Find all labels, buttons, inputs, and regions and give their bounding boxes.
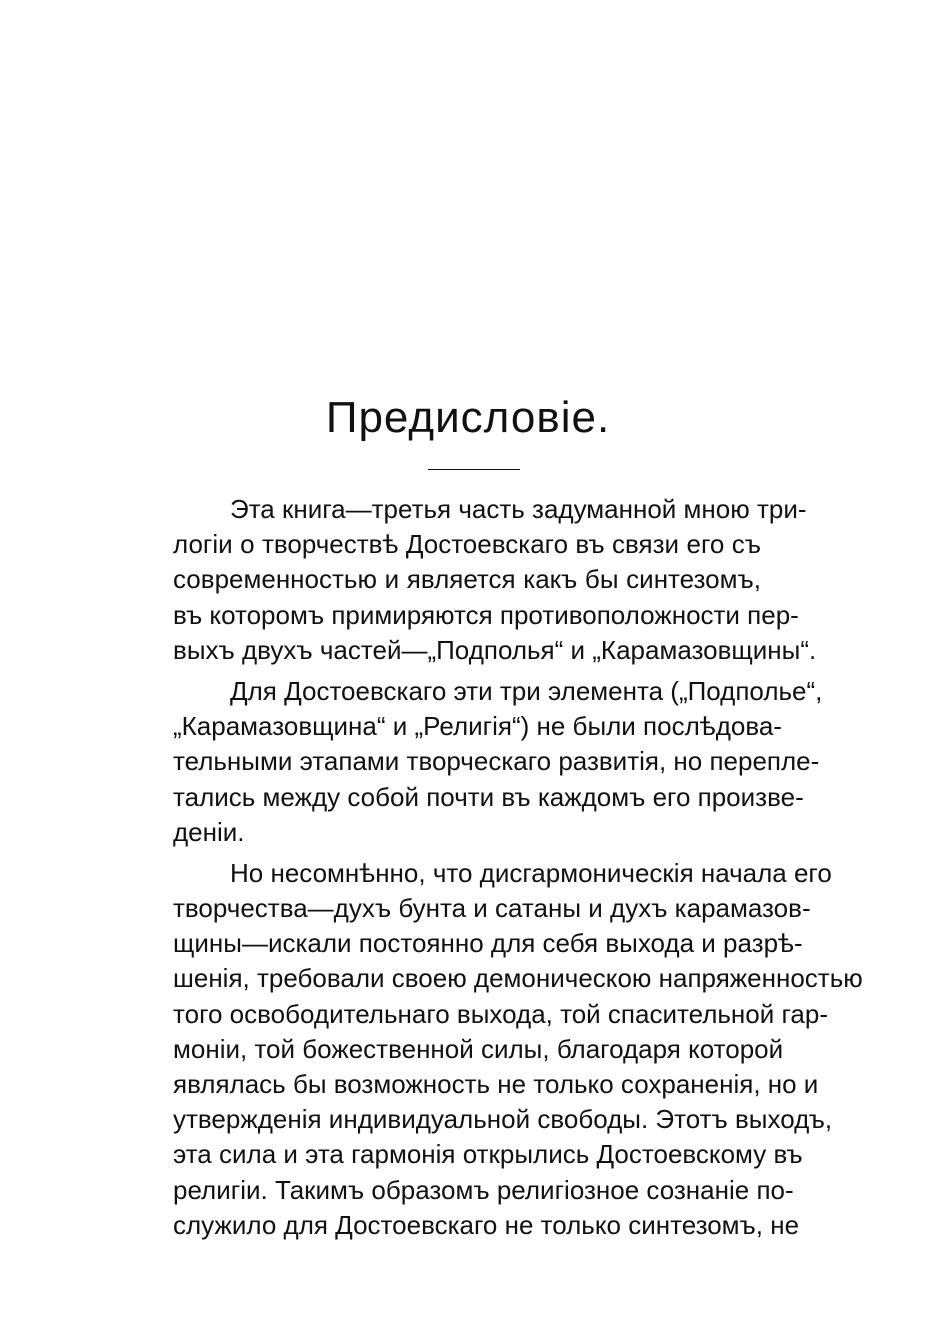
text-line: логіи о творчествѣ Достоевскаго въ связи его съ: [173, 529, 761, 560]
text-line: щины—искали постоянно для себя выхода и разрѣ-: [173, 928, 803, 959]
text-line: являлась бы возможность не только сохраненія, но и: [173, 1069, 819, 1099]
text-line: религіи. Такимъ образомъ религіозное сознаніе по-: [173, 1174, 794, 1205]
text-line: служило для Достоевскаго не только синтезомъ, не: [173, 1209, 800, 1240]
preface-body: [173, 492, 863, 1243]
text-line: тельными этапами творческаго развитія, но перепле-: [173, 746, 820, 777]
text-line: творчества—духъ бунта и сатаны и духъ карамазов-: [173, 893, 811, 924]
text-line: Но несомнѣнно, что дисгармоническія начала его: [230, 857, 832, 888]
text-line: „Карамазовщина“ и „Религія“) не были послѣдова-: [173, 711, 782, 742]
text-line: выхъ двухъ частей—„Подполья“ и „Карамазовщины“.: [173, 634, 817, 665]
text-line: Для Достоевскаго эти три элемента („Подполье“,: [230, 675, 823, 706]
text-line: утвержденія индивидуальной свободы. Этотъ выходъ,: [173, 1104, 833, 1135]
text-line: моніи, той божественной силы, благодаря которой: [173, 1033, 784, 1064]
page-title: Предисловіе.: [325, 393, 611, 442]
text-line: Эта книга—третья часть задуманной мною три-: [230, 494, 807, 524]
text-line: современностью и является какъ бы синтезомъ,: [173, 564, 761, 595]
text-line: деніи.: [173, 816, 245, 847]
title-divider: [428, 469, 520, 470]
text-line: тались между собой почти въ каждомъ его произве-: [173, 781, 804, 812]
text-line: того освободительнаго выхода, той спасительной гар-: [173, 998, 828, 1029]
text-line: шенія, требовали своею демоническою напряженностью: [173, 963, 863, 994]
text-line: въ которомъ примиряются противоположности пер-: [173, 599, 799, 630]
text-line: эта сила и эта гармонія открылись Достоевскому въ: [173, 1139, 803, 1170]
